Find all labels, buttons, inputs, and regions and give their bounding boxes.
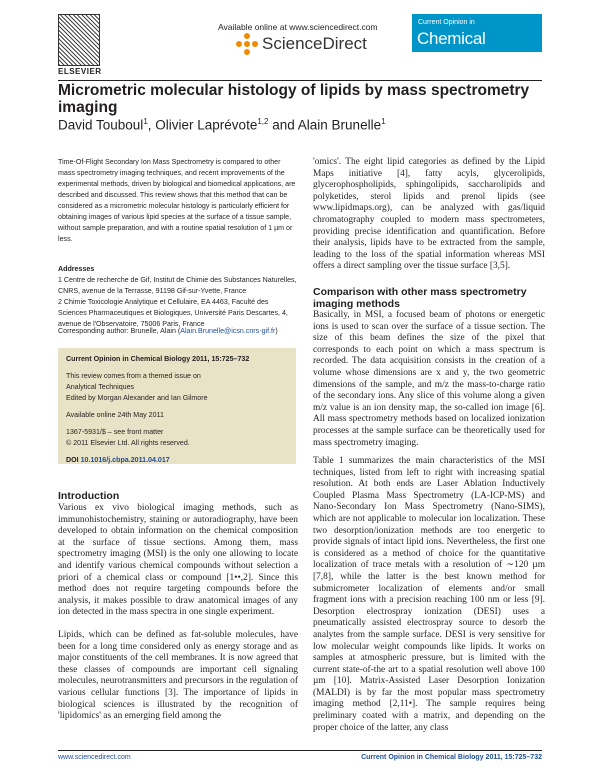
article-title: Micrometric molecular histology of lipids by mass spectrometry imaging <box>58 82 530 116</box>
addresses <box>58 264 298 330</box>
author-conjunction: and <box>272 117 295 133</box>
corresponding-author <box>58 326 298 337</box>
introduction-heading: Introduction <box>58 490 120 502</box>
journal-banner <box>412 14 542 68</box>
right-column-intro <box>313 157 545 284</box>
paragraph: Table 1 summarizes the main characteristics of the MSI techniques, listed from left to right with increasing spatial resolution. At both ends are Laser Ablation Inductively Coupled Plasma Mass Spectrometry (LA-ICP-MS) and Nano-Secondary Ion Mass Spectrometry (Nano-SIMS), which are not applicable to molecular ion localization. These two desorption/ionization methods are too energetic to provide signals of intact lipid ions. Nevertheless, the first one is considered as a method of choice for the quantitative localization of trace metals with a resolution of ∼120 µm [7,8], while the latter is the best known method for submicrometer localization of elements and/or small fragment ions with a precision reaching 100 nm or less [9]. Desorption electrospray ionization (DESI) uses a pneumatically assisted electrospray source to desorb the analytes from the sample surface. DESI is very sensitive for low molecular weight compounds like lipids. It works on samples at atmospheric pressure, but is limited with the current state-of-the art to a spatial resolution well above 100 µm [10]. Matrix-Assisted Laser Desorption Ionization (MALDI) is by far the most popular mass spectrometry imaging method [2,11•]. The sample requires being preliminary coated with a matrix, and depending on the proper choice of the latter, any class <box>313 456 545 733</box>
footer-site-link[interactable]: www.sciencedirect.com <box>58 754 131 761</box>
footer-divider <box>58 750 542 751</box>
info-issue-line: This review comes from a themed issue on <box>66 372 201 380</box>
paragraph: 'omics'. The eight lipid categories as defined by the Lipid Maps initiative [4], fatty acyls, glycerolipids, glycerophospholipids, sphingolipids, saccharolipids and polyketides, sterol lipids and prenol lipids (see www.lipidmaps.org), can be analyzed with gas/liquid chromatography coupled to modern mass spectrometers, providing precise identification and quantification. Before their analysis, lipids have to be extracted from the sample, leading to the loss of the spatial information whereas MSI offers a direct sampling over the tissue surface [3,5]. <box>313 157 545 272</box>
affiliation-mark: 1 <box>143 117 148 126</box>
journal-banner-top: Current Opinion in <box>418 19 475 26</box>
info-editors: Edited by Morgan Alexander and Ian Gilmore <box>66 394 208 402</box>
affiliation-mark: 1,2 <box>257 117 269 126</box>
affiliation-mark: 1 <box>381 117 386 126</box>
corresponding-close: ) <box>275 327 278 335</box>
comparison-body <box>313 310 545 460</box>
sciencedirect-wordmark: ScienceDirect <box>262 34 367 53</box>
paragraph: Various ex vivo biological imaging methods, such as immunohistochemistry, staining or autoradiography, have been developed to obtain information on the chemical composition at the surface of tissue sections. Among them, mass spectrometry imaging (MSI) is the only one allowing to locate and identify various chemical compounds without selection a priori of a chemical class or compound [1••,2]. Since this method does not require targeting compounds before the analysis, it makes possible to draw anatomical images of any ion detected in the mass spectra in one single experiment. <box>58 503 298 618</box>
journal-banner-main: Chemical Biology <box>417 29 486 68</box>
info-journal-line: Current Opinion in Chemical Biology 2011, 15:725–732 <box>66 355 250 363</box>
doi-label: DOI <box>66 456 79 464</box>
address-1: 1 Centre de recherche de Gif, Institut de Chimie des Substances Naturelles, CNRS, avenue de la Terrasse, 91198 Gif-sur-Yvette, France <box>58 276 297 295</box>
corresponding-email-link[interactable]: Alain.Brunelle@icsn.cnrs-gif.fr <box>180 327 276 335</box>
corresponding-label: Corresponding author: Brunelle, Alain ( <box>58 327 181 335</box>
header-divider <box>58 80 542 81</box>
doi-link[interactable]: 10.1016/j.cbpa.2011.04.017 <box>80 456 170 464</box>
abstract: Time-Of-Flight Secondary Ion Mass Spectrometry is compared to other mass spectrometry imaging techniques, and recent improvements of the experimental methods, driven by biological and biomedical applications, are described and discussed. This review shows that this method that can be considered as a micrometric molecular histology is particularly efficient for obtaining images of various lipid species at the surface of a tissue sample, without sample preparation, and with a routine spatial resolution of 1 µm or less. <box>58 158 296 243</box>
info-issn: 1367-5931/$ – see front matter <box>66 428 164 436</box>
sciencedirect-logo[interactable] <box>236 33 367 55</box>
author-name[interactable]: Olivier Laprévote <box>155 117 258 133</box>
footer-journal: Current Opinion in Chemical Biology 2011, 15:725–732 <box>361 754 542 761</box>
page-footer <box>58 754 542 761</box>
author-list: David Touboul$^1$, Olivier Laprévote$^{1,2}$ and Alain Brunelle$^1$ <box>58 117 386 133</box>
paragraph: Lipids, which can be defined as fat-soluble molecules, have been for a long time considered only as energy storage and as major constituents of the cell membranes. It is now agreed that these classes of compounds are important cell signaling molecules, neurotransmitters and precursors in the regulation of various cellular functions [3]. The importance of lipids in biological sciences is illustrated by the recognition of 'lipidomics' as an emerging field among the <box>58 629 298 722</box>
introduction-body <box>58 503 298 734</box>
available-online-text: Available online at www.sciencedirect.com <box>218 22 378 32</box>
info-copyright: © 2011 Elsevier Ltd. All rights reserved. <box>66 439 190 447</box>
article-info-box <box>58 348 296 464</box>
author-name[interactable]: David Touboul <box>58 117 144 133</box>
comparison-body-2 <box>313 456 545 745</box>
info-available: Available online 24th May 2011 <box>66 411 164 419</box>
elsevier-tree-logo <box>58 14 100 66</box>
addresses-heading: Addresses <box>58 265 95 273</box>
info-issue-topic: Analytical Techniques <box>66 383 135 391</box>
author-name[interactable]: Alain Brunelle <box>297 117 382 133</box>
address-2: 2 Chimie Toxicologie Analytique et Cellulaire, EA 4463, Faculté des Sciences Pharmaceutiques et Biologiques, Université Paris Descartes, 4, avenue de l'Observatoire, 75006 Paris, France <box>58 298 288 328</box>
publisher-name: ELSEVIER <box>58 67 102 76</box>
comparison-heading: Comparison with other mass spectrometry imaging methods <box>313 286 527 310</box>
sciencedirect-icon <box>236 33 258 55</box>
paragraph: Basically, in MSI, a focused beam of photons or energetic ions is used to scan over the surface of a tissue section. The size of this beam defines the size of the pixel that corresponds to each point on which a mass spectrum is recorded. The data acquisition consists in the creation of a volume whose dimensions are x and y, the two geometric dimensions of the sample, and m/z the mass-to-charge ratio of the secondary ions. Any slice of this volume along a given m/z value is an ion density map, the so-called ion image [6]. All mass spectrometry methods based on localized ionization processes at the sample surface can be theoretically used for mass spectrometry imaging. <box>313 310 545 448</box>
